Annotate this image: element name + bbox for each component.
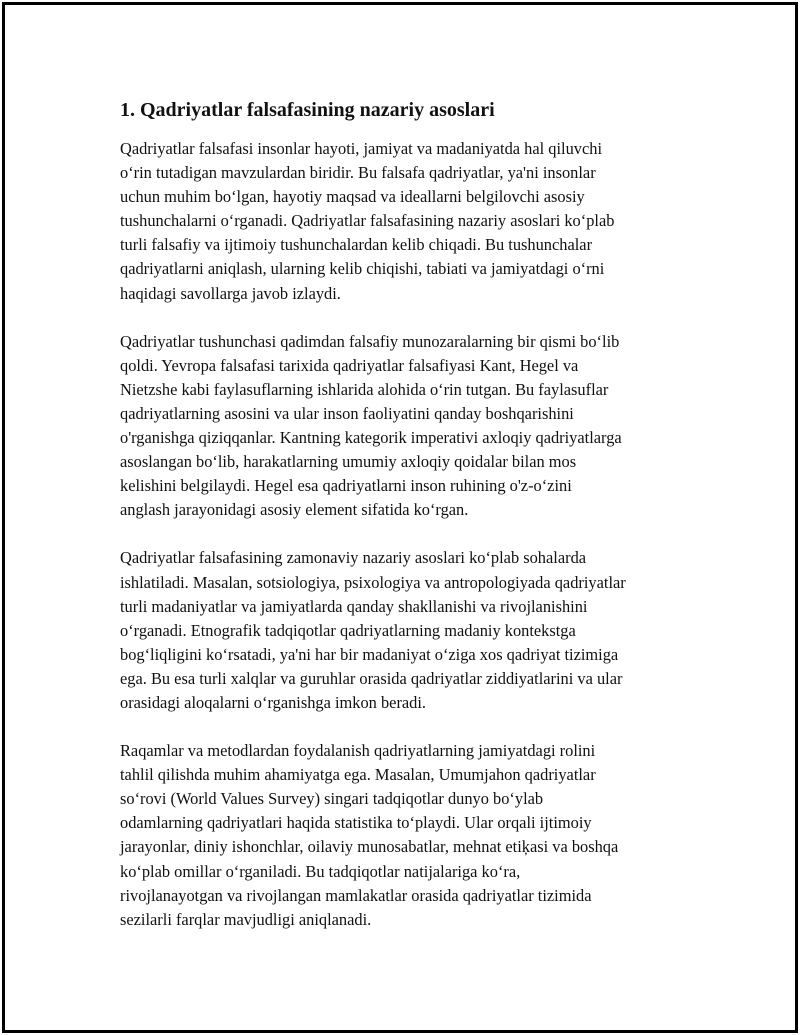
text-line: oʻrin tutadigan mavzulardan biridir. Bu falsafa qadriyatlar, ya'ni insonlar [120,163,596,183]
text-line: sezilarli farqlar mavjudligi aniqlanadi. [120,909,372,929]
text-line: qadriyatlarni aniqlash, ularning kelib chiqishi, tabiati va jamiyatdagi oʻrni [120,259,605,279]
text-line: orasidagi aloqalarni oʻrganishga imkon beradi. [120,692,427,712]
paragraph-2 [120,330,695,523]
paragraph-1 [120,137,695,306]
document-body [120,97,695,956]
text-line: asoslangan boʻlib, harakatlarning umumiy axloqiy qoidalar bilan mos [120,452,577,472]
text-line: soʻrovi (World Values Survey) singari tadqiqotlar dunyo boʻylab [120,789,544,809]
text-line: qoldi. Yevropa falsafasi tarixida qadriyatlar falsafiyasi Kant, Hegel va [120,355,579,375]
text-line: anglash jarayonidagi asosiy element sifatida koʻrgan. [120,500,469,520]
text-line: Raqamlar va metodlardan foydalanish qadriyatlarning jamiyatdagi rolini [120,741,596,761]
paragraph-3 [120,546,695,715]
text-line: o'rganishga qiziqqanlar. Kantning kategorik imperativi axloqiy qadriyatlarga [120,428,622,448]
text-line: ega. Bu esa turli xalqlar va guruhlar orasida qadriyatlar ziddiyatlarini va ular [120,668,623,688]
text-line: Qadriyatlar falsafasi insonlar hayoti, jamiyat va madaniyatda hal qiluvchi [120,139,602,158]
text-line: qadriyatlarning asosini va ular inson faoliyatini qanday boshqarishini [120,403,574,423]
page-frame [2,2,798,1033]
text-line: bogʻliqligini koʻrsatadi, ya'ni har bir madaniyat oʻziga xos qadriyat tizimiga [120,644,619,664]
text-line: tahlil qilishda muhim ahamiyatga ega. Masalan, Umumjahon qadriyatlar [120,765,596,785]
text-line: uchun muhim boʻlgan, hayotiy maqsad va ideallarni belgilovchi asosiy [120,187,585,207]
text-line: ishlatiladi. Masalan, sotsiologiya, psixologiya va antropologiyada qadriyatlar [120,572,626,592]
section-heading: 1. Qadriyatlar falsafasining nazariy asoslari [120,99,495,121]
text-line: rivojlanayotgan va rivojlangan mamlakatlar orasida qadriyatlar tizimida [120,885,592,905]
text-line: oʻrganadi. Etnografik tadqiqotlar qadriyatlarning madaniy kontekstga [120,620,576,640]
paragraph-4 [120,739,695,932]
text-line: tushunchalarni oʻrganadi. Qadriyatlar falsafasining nazariy asoslari koʻplab [120,211,615,231]
text-line: jarayonlar, diniy ishonchlar, oilaviy munosabatlar, mehnat etiķasi va boshqa [120,837,619,857]
text-line: turli falsafiy va ijtimoiy tushunchalardan kelib chiqadi. Bu tushunchalar [120,235,593,255]
text-line: kelishini belgilaydi. Hegel esa qadriyatlarni inson ruhining o'z-oʻzini [120,476,572,496]
text-line: Nietzshe kabi faylasuflarning ishlarida alohida oʻrin tutgan. Bu faylasuflar [120,379,609,399]
text-line: Qadriyatlar tushunchasi qadimdan falsafiy munozaralarning bir qismi boʻlib [120,331,620,351]
text-line: odamlarning qadriyatlari haqida statistika toʻplaydi. Ular orqali ijtimoiy [120,813,592,833]
text-line: koʻplab omillar oʻrganiladi. Bu tadqiqotlar natijalariga koʻra, [120,861,521,881]
text-line: Qadriyatlar falsafasining zamonaviy nazariy asoslari koʻplab sohalarda [120,548,587,568]
text-line: turli madaniyatlar va jamiyatlarda qanday shakllanishi va rivojlanishini [120,596,588,616]
text-line: haqidagi savollarga javob izlaydi. [120,283,341,303]
